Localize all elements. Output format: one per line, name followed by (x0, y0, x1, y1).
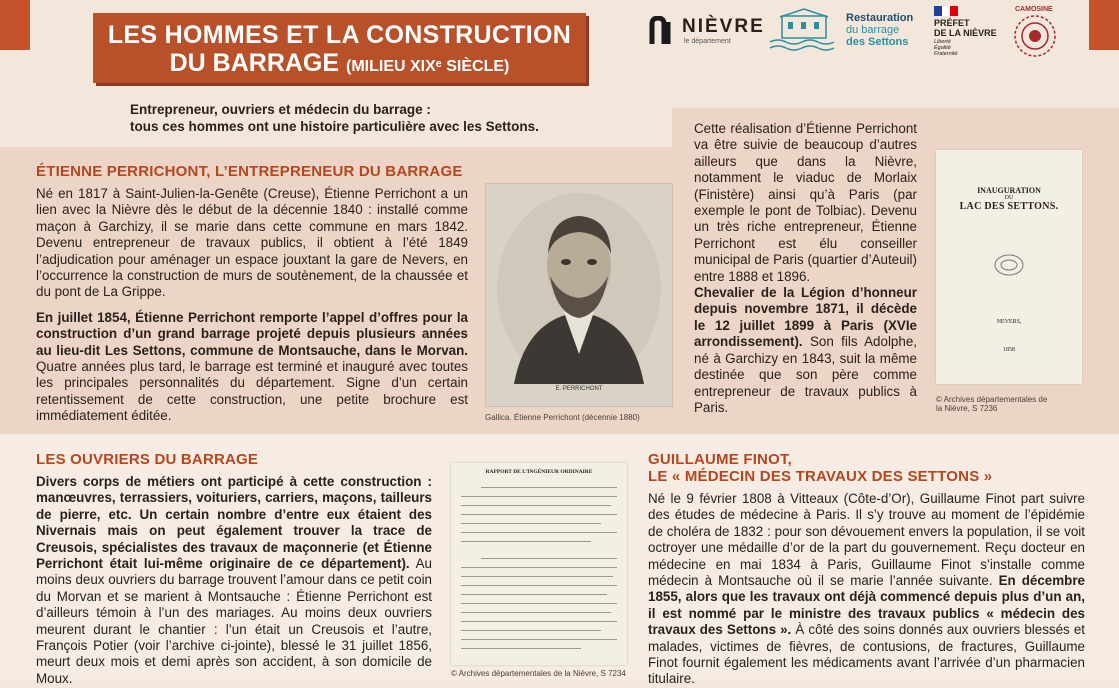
dam-house-icon (768, 8, 840, 52)
page-title (93, 13, 586, 83)
ouvriers-bold: Divers corps de métiers ont participé à cette construction : manœuvres, terrassiers, voituriers, carriers, maçons, tailleurs de pierre, etc. Un certain nombre d’entre eux étaient des Nivernais mais on peut également trouver la trace de Creusois, spécialistes des travaux de maçonnerie (et Étienne Perrichont était lui-même originaire de ce département). (36, 474, 432, 572)
brochure-caption2: la Nièvre, S 7236 (936, 404, 998, 413)
perrichont-col2 (694, 121, 917, 416)
perrichont-p2-rest: Quatre années plus tard, le barrage est terminé et inauguré avec toutes les principales personnalités du département. Signe d’un certain retentissement de cette construction, une petite brochure est immédiatement éditée. (36, 359, 468, 424)
finot-heading1: GUILLAUME FINOT, (648, 451, 793, 468)
title-line2 (93, 49, 586, 81)
marianne-flag-icon (934, 6, 958, 16)
perrichont-p1: Né en 1817 à Saint-Julien-la-Genête (Creuse), Étienne Perrichont a un lien avec la Nièvre dès le début de la décennie 1840 : installé comme maçon à Garchizy, il se marie dans cette commune en mars 1842. Devenu entrepreneur de travaux publics, il obtient à l’été 1849 l’adjudication pour aménager un espace jouxtant la gare de Nevers, en l’occurrence la construction de murs de soutènement, de la chaussée et du pont de La Grippe. (36, 186, 468, 300)
perrichont-col2-p2 (694, 285, 917, 416)
intro-line1: Entrepreneur, ouvriers et médecin du barrage : (130, 102, 431, 117)
corner-tab-right (1089, 0, 1119, 50)
intro-line2: tous ces hommes ont une histoire particulière avec les Settons. (130, 119, 539, 134)
nievre-mark-icon (648, 16, 678, 46)
finot-text (648, 491, 1085, 688)
ouvriers-rest: Au moins deux ouvriers du barrage trouvent l’amour dans ce petit coin du Morvan et se marient à Montsauche : Étienne Perrichont est d’ailleurs témoin à l’un des mariages. Au moins deux ouvriers meurent durant le chantier : l’un était un Creusois et l’autre, François Potier (voir l’archive ci-jointe), blessé le 31 juillet 1856, meurt deux mois et demi après son accident, à son domicile de Moux. (36, 556, 432, 686)
finot-rest: À côté des soins donnés aux ouvriers blessés et malades, victimes de fièvres, de contusions, de fractures, Guillaume Finot fournit également les médicaments avant l’arrivée d’un pharmacien titulaire. (648, 622, 1085, 687)
nievre-sub: le département (684, 38, 731, 45)
brochure-title3: LAC DES SETTONS. (959, 201, 1059, 212)
perrichont-col2-p2-rest: Son fils Adolphe, né à Garchizy en 1843, suit la même destinée que son père comme entrepreneur de travaux publics à Paris. (694, 334, 917, 415)
brochure-title2: DU (1004, 195, 1014, 201)
portrait-label: E. PERRICHONT (555, 386, 603, 392)
corner-tab-left (0, 0, 30, 50)
report-header: RAPPORT DE L’INGÉNIEUR ORDINAIRE (485, 469, 593, 475)
finot-heading2: LE « MÉDECIN DES TRAVAUX DES SETTONS » (648, 468, 993, 485)
restauration-l1: Restauration (846, 12, 914, 24)
nievre-name: NIÈVRE (682, 16, 765, 37)
brochure-emblem-icon (989, 250, 1029, 280)
prefet-motto1: Liberté (934, 39, 951, 45)
brochure-caption1: © Archives départementales de (936, 395, 1048, 404)
brochure-year: 1858 (1003, 347, 1015, 353)
brochure-city: NEVERS, (996, 319, 1022, 325)
restauration-l2: du barrage (846, 24, 900, 36)
finot-heading (648, 451, 992, 485)
title-line1: LES HOMMES ET LA CONSTRUCTION (107, 21, 572, 49)
perrichont-text (36, 186, 468, 425)
report-caption: © Archives départementales de la Nièvre, S 7234 (451, 669, 626, 678)
portrait-illustration (486, 184, 672, 406)
prefet-l2: DE LA NIÈVRE (934, 28, 997, 38)
title-line2-sub: (MILIEU XIXᵉ SIÈCLE) (346, 58, 510, 75)
finot-p1: Né le 9 février 1808 à Vitteaux (Côte-d’Or), Guillaume Finot part suivre des études de médecine à Paris. Il s’y trouve au moment de l’épidémie de choléra de 1832 : pour son dévouement envers la population, il se voit octroyer une médaille d’or de la part du gouvernement. Reçu docteur en médecine en mai 1834 à Paris, Guillaume Finot s’installe comme médecin à Montsauche où il se marie l’année suivante. (648, 491, 1085, 589)
perrichont-p2 (36, 310, 468, 425)
perrichont-heading: ÉTIENNE PERRICHONT, L’ENTREPRENEUR DU BARRAGE (36, 163, 463, 180)
inauguration-brochure (936, 150, 1082, 384)
perrichont-p2-bold: En juillet 1854, Étienne Perrichont remporte l’appel d’offres pour la construction d’un grand barrage projeté depuis plusieurs années au lieu-dit Les Settons, commune de Montsauche, dans le Morvan. (36, 309, 468, 358)
restauration-l3: des Settons (846, 36, 909, 48)
logo-nievre (648, 14, 765, 48)
prefet-l1: PRÉFET (934, 18, 970, 28)
logo-prefet (934, 6, 1006, 58)
title-line2-main: DU BARRAGE (169, 49, 340, 77)
prefet-motto2: Égalité (934, 45, 951, 51)
logo-camosine (1010, 6, 1060, 58)
camosine-rosette-icon (1012, 14, 1058, 58)
perrichont-col2-p2-bold: Chevalier de la Légion d’honneur depuis novembre 1871, il décède le 12 juillet 1899 à Paris (XVIe arrondissement). (694, 285, 917, 350)
finot-bold: En décembre 1855, alors que les travaux ont déjà commencé depuis plus d’un an, il est nommé par le ministre des travaux publics « médecin des travaux des Settons ». (648, 573, 1085, 638)
engineer-report (451, 463, 627, 665)
brochure-title1: INAUGURATION (977, 186, 1041, 195)
camosine-text: CAMOSINE (1015, 6, 1053, 13)
perrichont-portrait (485, 183, 673, 407)
brochure-caption (936, 395, 1047, 413)
prefet-motto3: Fraternité (934, 51, 958, 57)
portrait-caption: Gallica. Étienne Perrichont (décennie 1880) (485, 413, 640, 422)
logo-restauration (768, 6, 920, 54)
ouvriers-text (36, 474, 432, 687)
ouvriers-heading: LES OUVRIERS DU BARRAGE (36, 451, 259, 468)
intro (130, 101, 590, 135)
perrichont-col2-p1: Cette réalisation d’Étienne Perrichont va être suivie de beaucoup d’autres ailleurs que dans la Nièvre, notamment le viaduc de Morlaix (Finistère) ainsi qu’à Paris (par exemple le pont de Tolbiac). Devenu un très riche entrepreneur, Étienne Perrichont est élu conseiller municipal de Paris (quartier d’Auteuil) entre 1888 et 1896. (694, 121, 917, 284)
